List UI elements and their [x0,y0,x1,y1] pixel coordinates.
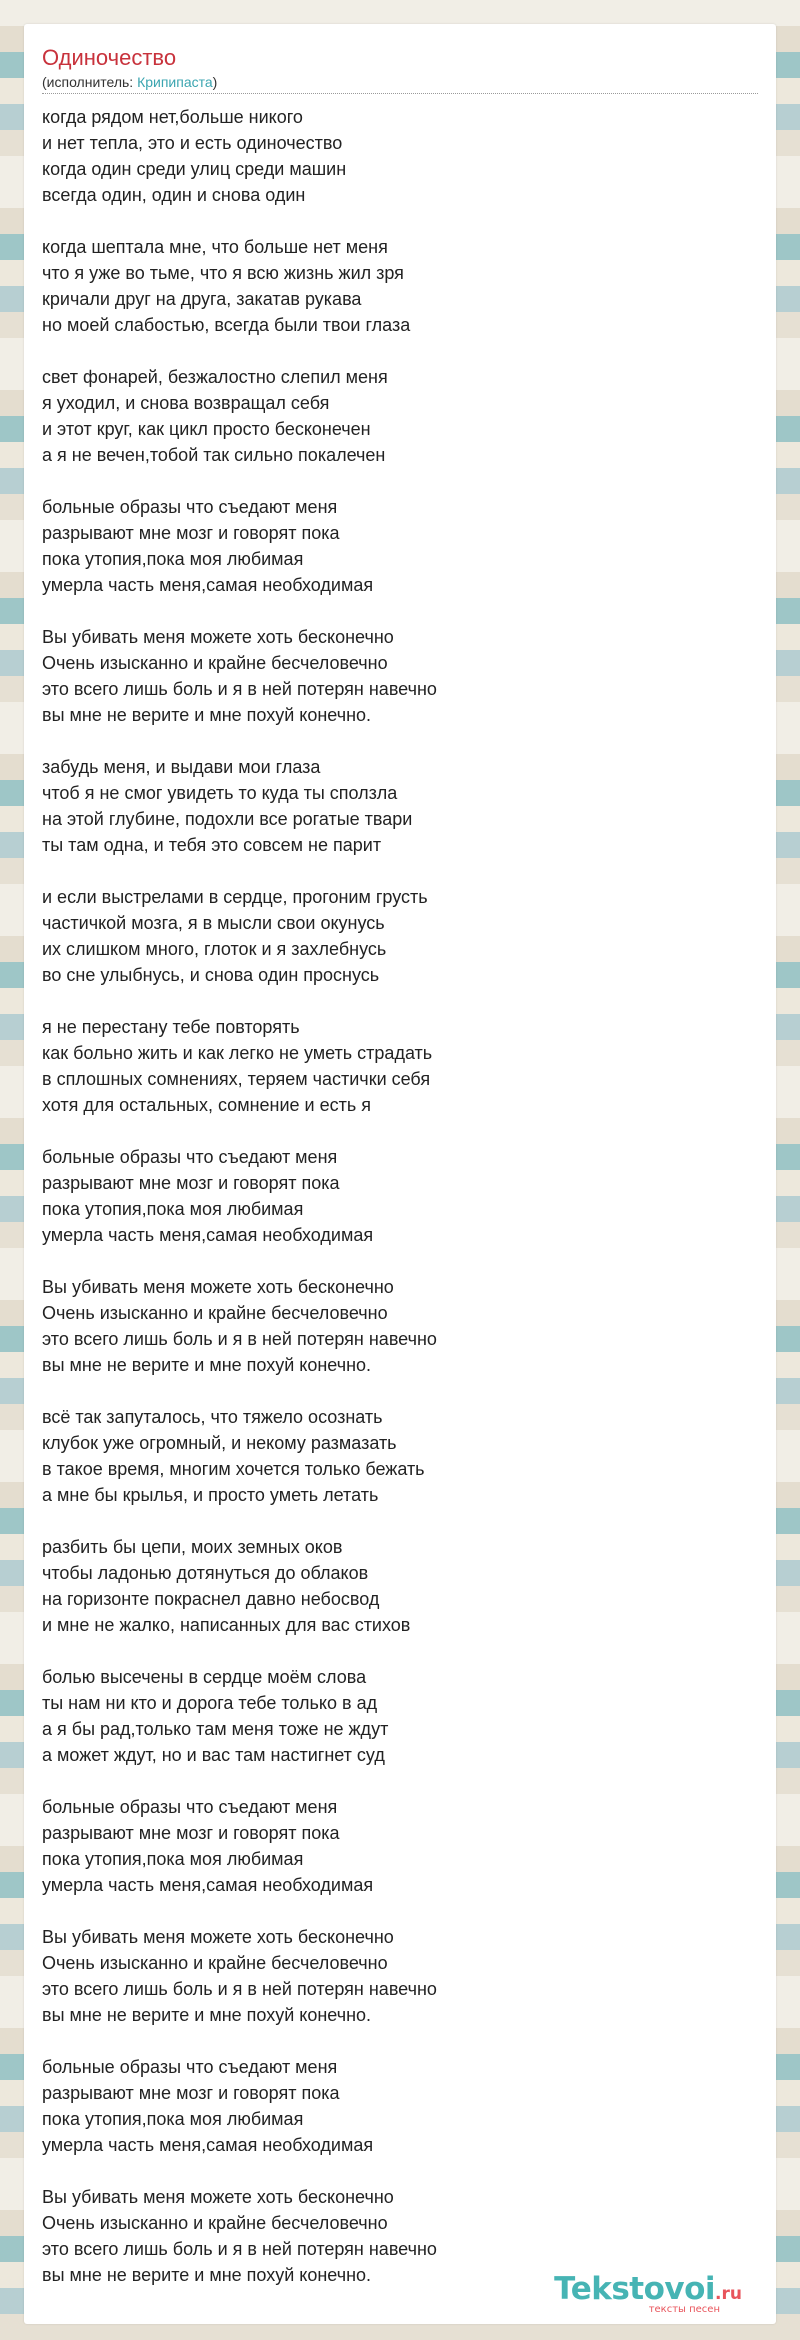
lyric-line: вы мне не верите и мне похуй конечно. [42,705,372,725]
lyric-line: а я бы рад,только там меня тоже не ждут [42,1719,389,1739]
lyric-line: пока утопия,пока моя любимая [42,1849,304,1869]
lyric-line: ты там одна, и тебя это совсем не парит [42,835,382,855]
lyric-line: Вы убивать меня можете хоть бесконечно [42,2187,394,2207]
lyric-line: в сплошных сомнениях, теряем частички себя [42,1069,431,1089]
lyric-line: болью высечены в сердце моём слова [42,1667,367,1687]
lyric-line: вы мне не верите и мне похуй конечно. [42,2265,372,2285]
lyric-line: и нет тепла, это и есть одиночество [42,133,343,153]
lyric-line: в такое время, многим хочется только бежать [42,1459,425,1479]
lyrics-stanza [42,1144,742,1248]
lyric-line: Вы убивать меня можете хоть бесконечно [42,1927,394,1947]
lyrics-stanza [42,1534,742,1638]
lyric-line: когда один среди улиц среди машин [42,159,347,179]
lyric-line: когда рядом нет,больше никого [42,107,303,127]
logo-tld: .ru [715,2284,742,2304]
lyric-line: это всего лишь боль и я в ней потерян навечно [42,679,437,699]
lyric-line: но моей слабостью, всегда были твои глаза [42,315,411,335]
lyric-line: что я уже во тьме, что я всю жизнь жил зря [42,263,404,283]
lyric-line: умерла часть меня,самая необходимая [42,1225,374,1245]
lyric-line: Вы убивать меня можете хоть бесконечно [42,627,394,647]
lyric-line: клубок уже огромный, и некому размазать [42,1433,397,1453]
lyric-line: на этой глубине, подохли все рогатые твари [42,809,413,829]
logo-name: Tekstovoi [554,2271,716,2307]
lyrics-body [42,104,742,2314]
lyric-line: на горизонте покраснел давно небосвод [42,1589,380,1609]
lyrics-stanza [42,1794,742,1898]
lyric-line: разрывают мне мозг и говорят пока [42,1173,340,1193]
lyric-line: всё так запуталось, что тяжело осознать [42,1407,383,1427]
lyric-line: кричали друг на друга, закатав рукава [42,289,362,309]
lyric-line: вы мне не верите и мне похуй конечно. [42,1355,372,1375]
lyric-line: разбить бы цепи, моих земных оков [42,1537,343,1557]
lyric-line: я уходил, и снова возвращал себя [42,393,330,413]
lyric-line: как больно жить и как легко не уметь страдать [42,1043,433,1063]
lyric-line: больные образы что съедают меня [42,1147,338,1167]
lyric-line: и если выстрелами в сердце, прогоним грусть [42,887,428,907]
lyric-line: я не перестану тебе повторять [42,1017,300,1037]
lyric-line: больные образы что съедают меня [42,1797,338,1817]
lyric-line: во сне улыбнусь, и снова один проснусь [42,965,380,985]
lyric-line: Очень изысканно и крайне бесчеловечно [42,1953,388,1973]
lyric-line: а я не вечен,тобой так сильно покалечен [42,445,386,465]
lyrics-stanza [42,2054,742,2158]
lyric-line: частичкой мозга, я в мысли свои окунусь [42,913,385,933]
lyric-line: а мне бы крылья, и просто уметь летать [42,1485,379,1505]
lyric-line: и этот круг, как цикл просто бесконечен [42,419,371,439]
artist-suffix: ) [212,74,218,90]
lyrics-stanza [42,104,742,208]
lyric-line: Вы убивать меня можете хоть бесконечно [42,1277,394,1297]
lyric-line: больные образы что съедают меня [42,2057,338,2077]
artist-line [42,72,217,92]
lyric-line: чтобы ладонью дотянуться до облаков [42,1563,369,1583]
lyric-line: Очень изысканно и крайне бесчеловечно [42,2213,388,2233]
lyrics-stanza [42,1404,742,1508]
lyrics-stanza [42,1014,742,1118]
lyrics-stanza [42,754,742,858]
lyrics-stanza [42,1664,742,1768]
lyric-line: вы мне не верите и мне похуй конечно. [42,2005,372,2025]
lyric-line: чтоб я не смог увидеть то куда ты сползла [42,783,398,803]
lyric-line: всегда один, один и снова один [42,185,306,205]
lyrics-stanza [42,1274,742,1378]
lyric-line: умерла часть меня,самая необходимая [42,1875,374,1895]
dotted-divider [42,93,758,94]
lyric-line: больные образы что съедают меня [42,497,338,517]
artist-prefix: (исполнитель: [42,74,138,90]
lyric-line: это всего лишь боль и я в ней потерян навечно [42,1979,437,1999]
lyric-line: ты нам ни кто и дорога тебе только в ад [42,1693,378,1713]
lyric-line: свет фонарей, безжалостно слепил меня [42,367,388,387]
lyric-line: забудь меня, и выдави мои глаза [42,757,321,777]
lyric-line: а может ждут, но и вас там настигнет суд [42,1745,385,1765]
lyric-line: их слишком много, глоток и я захлебнусь [42,939,387,959]
lyric-line: хотя для остальных, сомнение и есть я [42,1095,371,1115]
lyrics-card [24,24,776,2324]
lyric-line: пока утопия,пока моя любимая [42,549,304,569]
lyric-line: Очень изысканно и крайне бесчеловечно [42,653,388,673]
song-title: Одиночество [42,45,177,70]
lyric-line: умерла часть меня,самая необходимая [42,2135,374,2155]
lyrics-stanza [42,1924,742,2028]
lyric-line: это всего лишь боль и я в ней потерян навечно [42,2239,437,2259]
lyric-line: это всего лишь боль и я в ней потерян навечно [42,1329,437,1349]
site-logo[interactable] [554,2272,742,2316]
lyric-line: Очень изысканно и крайне бесчеловечно [42,1303,388,1323]
lyrics-stanza [42,624,742,728]
lyric-line: когда шептала мне, что больше нет меня [42,237,388,257]
lyric-line: разрывают мне мозг и говорят пока [42,2083,340,2103]
lyric-line: умерла часть меня,самая необходимая [42,575,374,595]
lyrics-stanza [42,884,742,988]
logo-tagline: тексты песен [648,2304,720,2315]
lyric-line: разрывают мне мозг и говорят пока [42,1823,340,1843]
artist-link[interactable]: Крипипаста [137,74,213,90]
lyrics-stanza [42,234,742,338]
lyric-line: пока утопия,пока моя любимая [42,2109,304,2129]
lyrics-stanza [42,364,742,468]
lyrics-stanza [42,494,742,598]
lyric-line: и мне не жалко, написанных для вас стихов [42,1615,411,1635]
lyric-line: разрывают мне мозг и говорят пока [42,523,340,543]
lyric-line: пока утопия,пока моя любимая [42,1199,304,1219]
